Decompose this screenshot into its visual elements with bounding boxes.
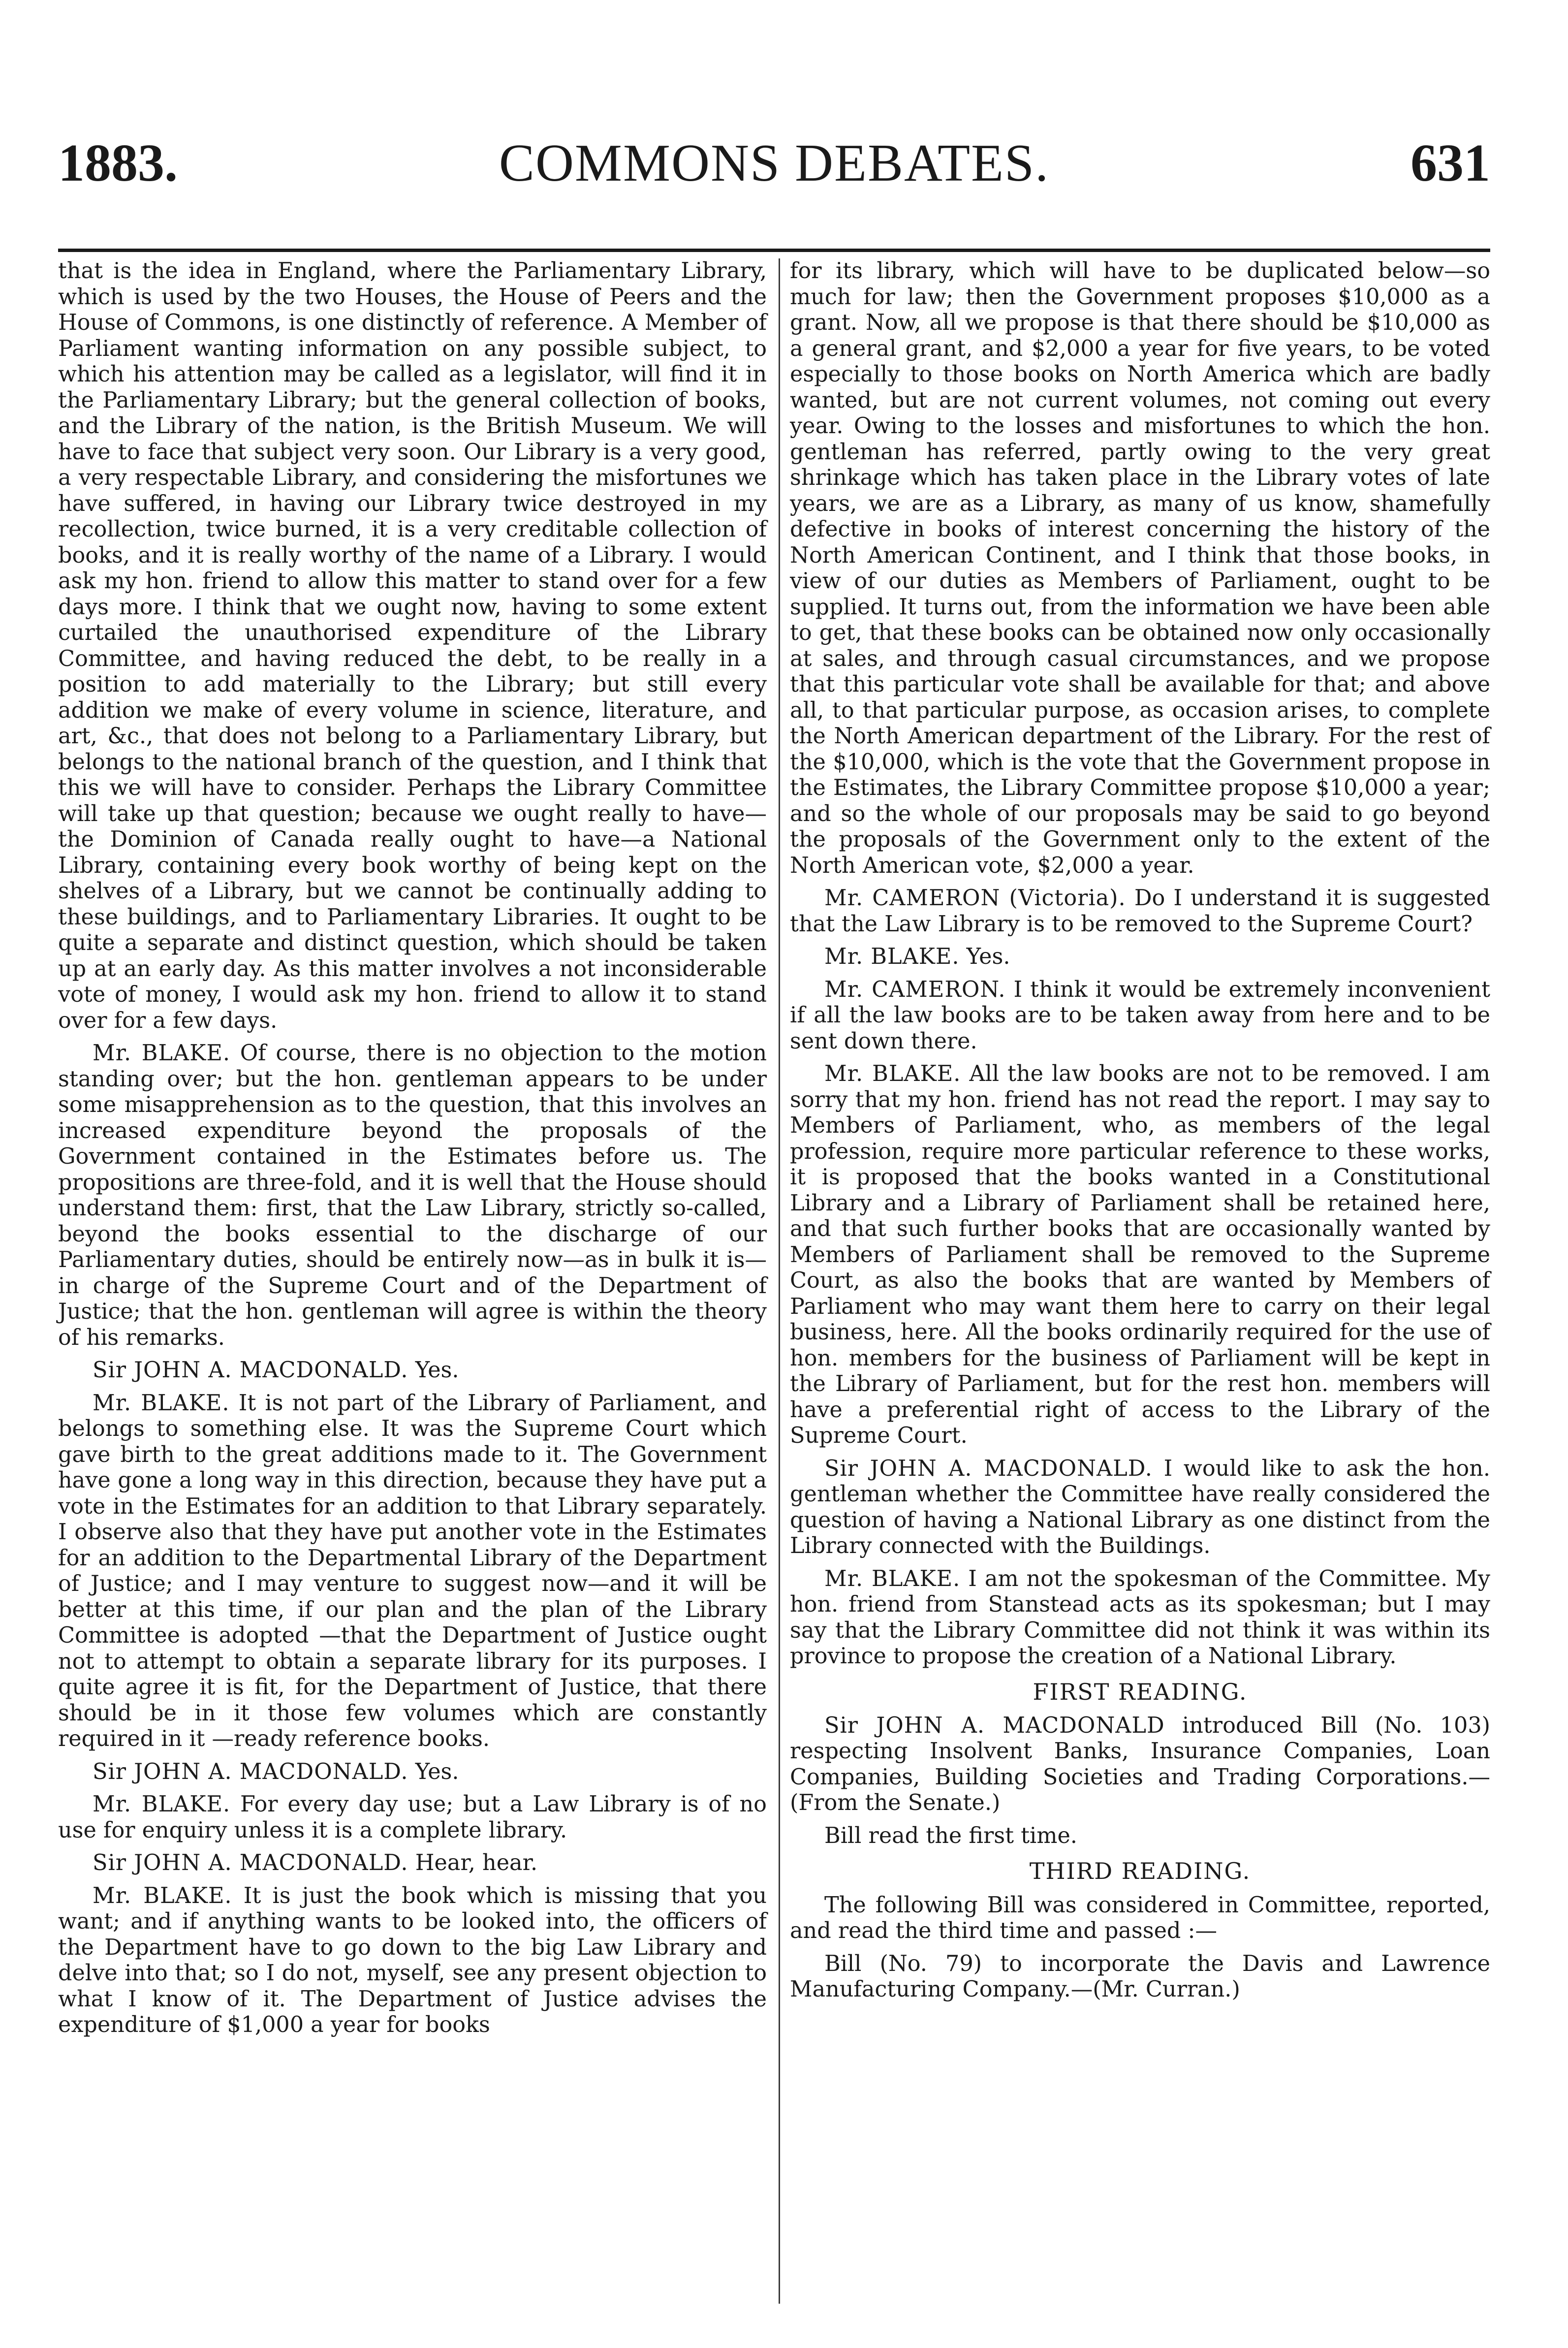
column-divider: [779, 258, 780, 2304]
header-year: 1883.: [58, 134, 178, 192]
speech-paragraph: [790, 1456, 1490, 1559]
speech-text: All the law books are not to be removed. I am sorry that my hon. friend has not read the report. I may say to Members of Parliament, who, as members of the legal profession, require more particular reference to these works, it is proposed that the books wanted in a Constitutional Library and a Library of Parliament shall be retained here, and that such further books that are occasionally wanted by Members of Parliament shall be removed to the Supreme Court, as also the books that are wanted by Members of Parliament who may want them here to carry on their legal business, here. All the books ordinarily required for the use of hon. members for the business of Parliament will be kept in the Library of Parliament, but for the rest hon. members will have a preferential right of access to the Library of the Supreme Court.: [790, 1061, 1490, 1448]
speech-text: Yes.: [415, 1358, 459, 1383]
header-title: COMMONS DEBATES.: [499, 134, 1050, 192]
speaker-name: Sir JOHN A. MACDONALD: [824, 1713, 1165, 1738]
left-column: [58, 258, 767, 2045]
speech-paragraph: [790, 944, 1490, 970]
speech-paragraph: [58, 1883, 767, 2038]
paragraph: that is the idea in England, where the Parliamentary Library, which is used by the two Houses, the House of Peers and the House of Commons, is one distinctly of reference. A Member of Parliament wanting information on any possible subject, to which his attention may be called as a legislator, will find it in the Parliamentary Library; but the general collection of books, and the Library of the nation, is the British Museum. We will have to face that subject very soon. Our Library is a very good, a very respectable Library, and considering the misfortunes we have suffered, in having our Library twice destroyed in my recollection, twice burned, it is a very creditable collection of books, and it is really worthy of the name of a Library. I would ask my hon. friend to allow this matter to stand over for a few days more. I think that we ought now, having to some extent curtailed the unauthorised expenditure of the Library Committee, and having reduced the debt, to be really in a position to add materially to the Library; but still every addition we make of every volume in science, literature, and art, &c., that does not belong to a Parliamentary Library, but belongs to the national branch of the question, and I think that this we will have to consider. Perhaps the Library Committee will take up that question; because we ought really to have—the Dominion of Canada really ought to have—a National Library, containing every book worthy of being kept on the shelves of a Library, but we cannot be continually adding to these buildings, and to Parliamentary Libraries. It ought to be quite a separate and distinct question, which should be taken up at an early day. As this matter involves a not inconsiderable vote of money, I would ask my hon. friend to allow it to stand over for a few days.: [58, 258, 767, 1033]
paragraph: Bill (No. 79) to incorporate the Davis and Lawrence Manufacturing Company.—(Mr. Curran.): [790, 1951, 1490, 2002]
speaker-name: Mr. BLAKE.: [824, 1061, 961, 1086]
speech-text: I think it would be extremely inconvenient if all the law books are to be taken away from here and to be sent down there.: [790, 977, 1490, 1054]
section-heading-first-reading: FIRST READING.: [1033, 1678, 1248, 1705]
paragraph: The following Bill was considered in Committee, reported, and read the third time and passed :—: [790, 1892, 1490, 1944]
speaker-name: Mr. BLAKE.: [93, 1390, 230, 1416]
speech-paragraph: [790, 977, 1490, 1055]
speech-paragraph: [790, 1061, 1490, 1449]
section-heading-third-reading: THIRD READING.: [1029, 1858, 1251, 1885]
page-header: [58, 133, 1490, 217]
page-number: 631: [1411, 134, 1490, 192]
speech-paragraph: [790, 886, 1490, 937]
speech-text: Hear, hear.: [415, 1850, 538, 1875]
speech-text: I am not the spokesman of the Committee. My hon. friend from Stanstead acts as its spokesman; but I may say that the Library Committee did not think it was within its province to propose the creation of a National Library.: [790, 1566, 1490, 1669]
speaker-name: Mr. BLAKE.: [93, 1883, 232, 1908]
speaker-name: Mr. CAMERON.: [824, 977, 1006, 1002]
speech-paragraph: [58, 1850, 767, 1876]
speech-paragraph: [58, 1041, 767, 1351]
paragraph: Bill read the first time.: [824, 1823, 1077, 1848]
speech-text: Do I understand it is suggested that the Law Library is to be removed to the Supreme Court?: [790, 886, 1490, 937]
speech-text: Yes.: [966, 944, 1010, 969]
speech-paragraph: [58, 1358, 767, 1384]
speaker-name: Sir JOHN A. MACDONALD.: [824, 1456, 1153, 1481]
speaker-name: Sir JOHN A. MACDONALD.: [93, 1358, 408, 1383]
speech-text: It is not part of the Library of Parliament, and belongs to something else. It was the Supreme Court which gave birth to the great additions made to it. The Government have gone a long way in this direction, because they have put a vote in the Estimates for an addition to that Library separately. I observe also that they have put another vote in the Estimates for an addition to the Departmental Library of the Department of Justice; and I may venture to suggest now—and it will be better at this time, if our plan and the plan of the Library Committee is adopted —that the Department of Justice ought not to attempt to obtain a separate library for its purposes. I quite agree it is fit, for the Department of Justice, that there should be in it those few volumes which are constantly required in it —ready reference books.: [58, 1390, 767, 1751]
speaker-name: Mr. BLAKE.: [824, 944, 960, 969]
speech-paragraph: [790, 1713, 1490, 1816]
speaker-name: Mr. BLAKE.: [824, 1566, 961, 1591]
speaker-name: Mr. CAMERON (Victoria).: [824, 886, 1126, 911]
speech-text: I would like to ask the hon. gentleman whether the Committee have really considered the question of having a National Library as one distinct from the Library connected with the Buildings.: [790, 1456, 1490, 1558]
header-rule: [58, 249, 1490, 252]
speech-paragraph: [58, 1792, 767, 1843]
speech-text: For every day use; but a Law Library is of no use for enquiry unless it is a complete library.: [58, 1792, 767, 1843]
speech-text: Of course, there is no objection to the motion standing over; but the hon. gentleman appears to be under some misapprehension as to the question, that this involves an increased expenditure beyond the proposals of the Government contained in the Estimates before us. The propositions are three-fold, and it is well that the House should understand them: first, that the Law Library, strictly so-called, beyond the books essential to the discharge of our Parliamentary duties, should be entirely now—as in bulk it is—in charge of the Supreme Court and of the Department of Justice; that the hon. gentleman will agree is within the theory of his remarks.: [58, 1041, 767, 1350]
speaker-name: Mr. BLAKE.: [93, 1041, 231, 1066]
speaker-name: Sir JOHN A. MACDONALD.: [93, 1850, 408, 1875]
speech-text: introduced Bill (No. 103) respecting Insolvent Banks, Insurance Companies, Loan Companies, Building Societies and Trading Corporations.—(From the Senate.): [790, 1713, 1490, 1816]
speech-text: Yes.: [415, 1759, 459, 1784]
speech-text: It is just the book which is missing that you want; and if anything wants to be looked into, the officers of the Department have to go down to the big Law Library and delve into that; so I do not, myself, see any present objection to what I know of it. The Department of Justice advises the expenditure of $1,000 a year for books: [58, 1883, 767, 2037]
paragraph: for its library, which will have to be duplicated below—so much for law; then the Government proposes $10,000 as a grant. Now, all we propose is that there should be $10,000 as a general grant, and $2,000 a year for five years, to be voted especially to those books on North America which are badly wanted, but are not current volumes, not coming out every year. Owing to the losses and misfortunes to which the hon. gentleman has referred, partly owing to the very great shrinkage which has taken place in the Library votes of late years, we are as a Library, as many of us know, shamefully defective in books of interest concerning the history of the North American Continent, and I think that those books, in view of our duties as Members of Parliament, ought to be supplied. It turns out, from the information we have been able to get, that these books can be obtained now only occasionally at sales, and through casual circumstances, and we propose that this particular vote shall be available for that; and above all, to that particular purpose, as occasion arises, to complete the North American department of the Library. For the rest of the $10,000, which is the vote that the Government propose in the Estimates, the Library Committee propose $10,000 a year; and so the whole of our proposals may be said to go beyond the proposals of the Government only to the extent of the North American vote, $2,000 a year.: [790, 258, 1490, 878]
speech-paragraph: [58, 1391, 767, 1752]
speaker-name: Mr. BLAKE.: [93, 1792, 231, 1817]
speech-paragraph: [58, 1759, 767, 1785]
speaker-name: Sir JOHN A. MACDONALD.: [93, 1759, 408, 1784]
speech-paragraph: [790, 1566, 1490, 1670]
right-column: [790, 258, 1490, 2010]
